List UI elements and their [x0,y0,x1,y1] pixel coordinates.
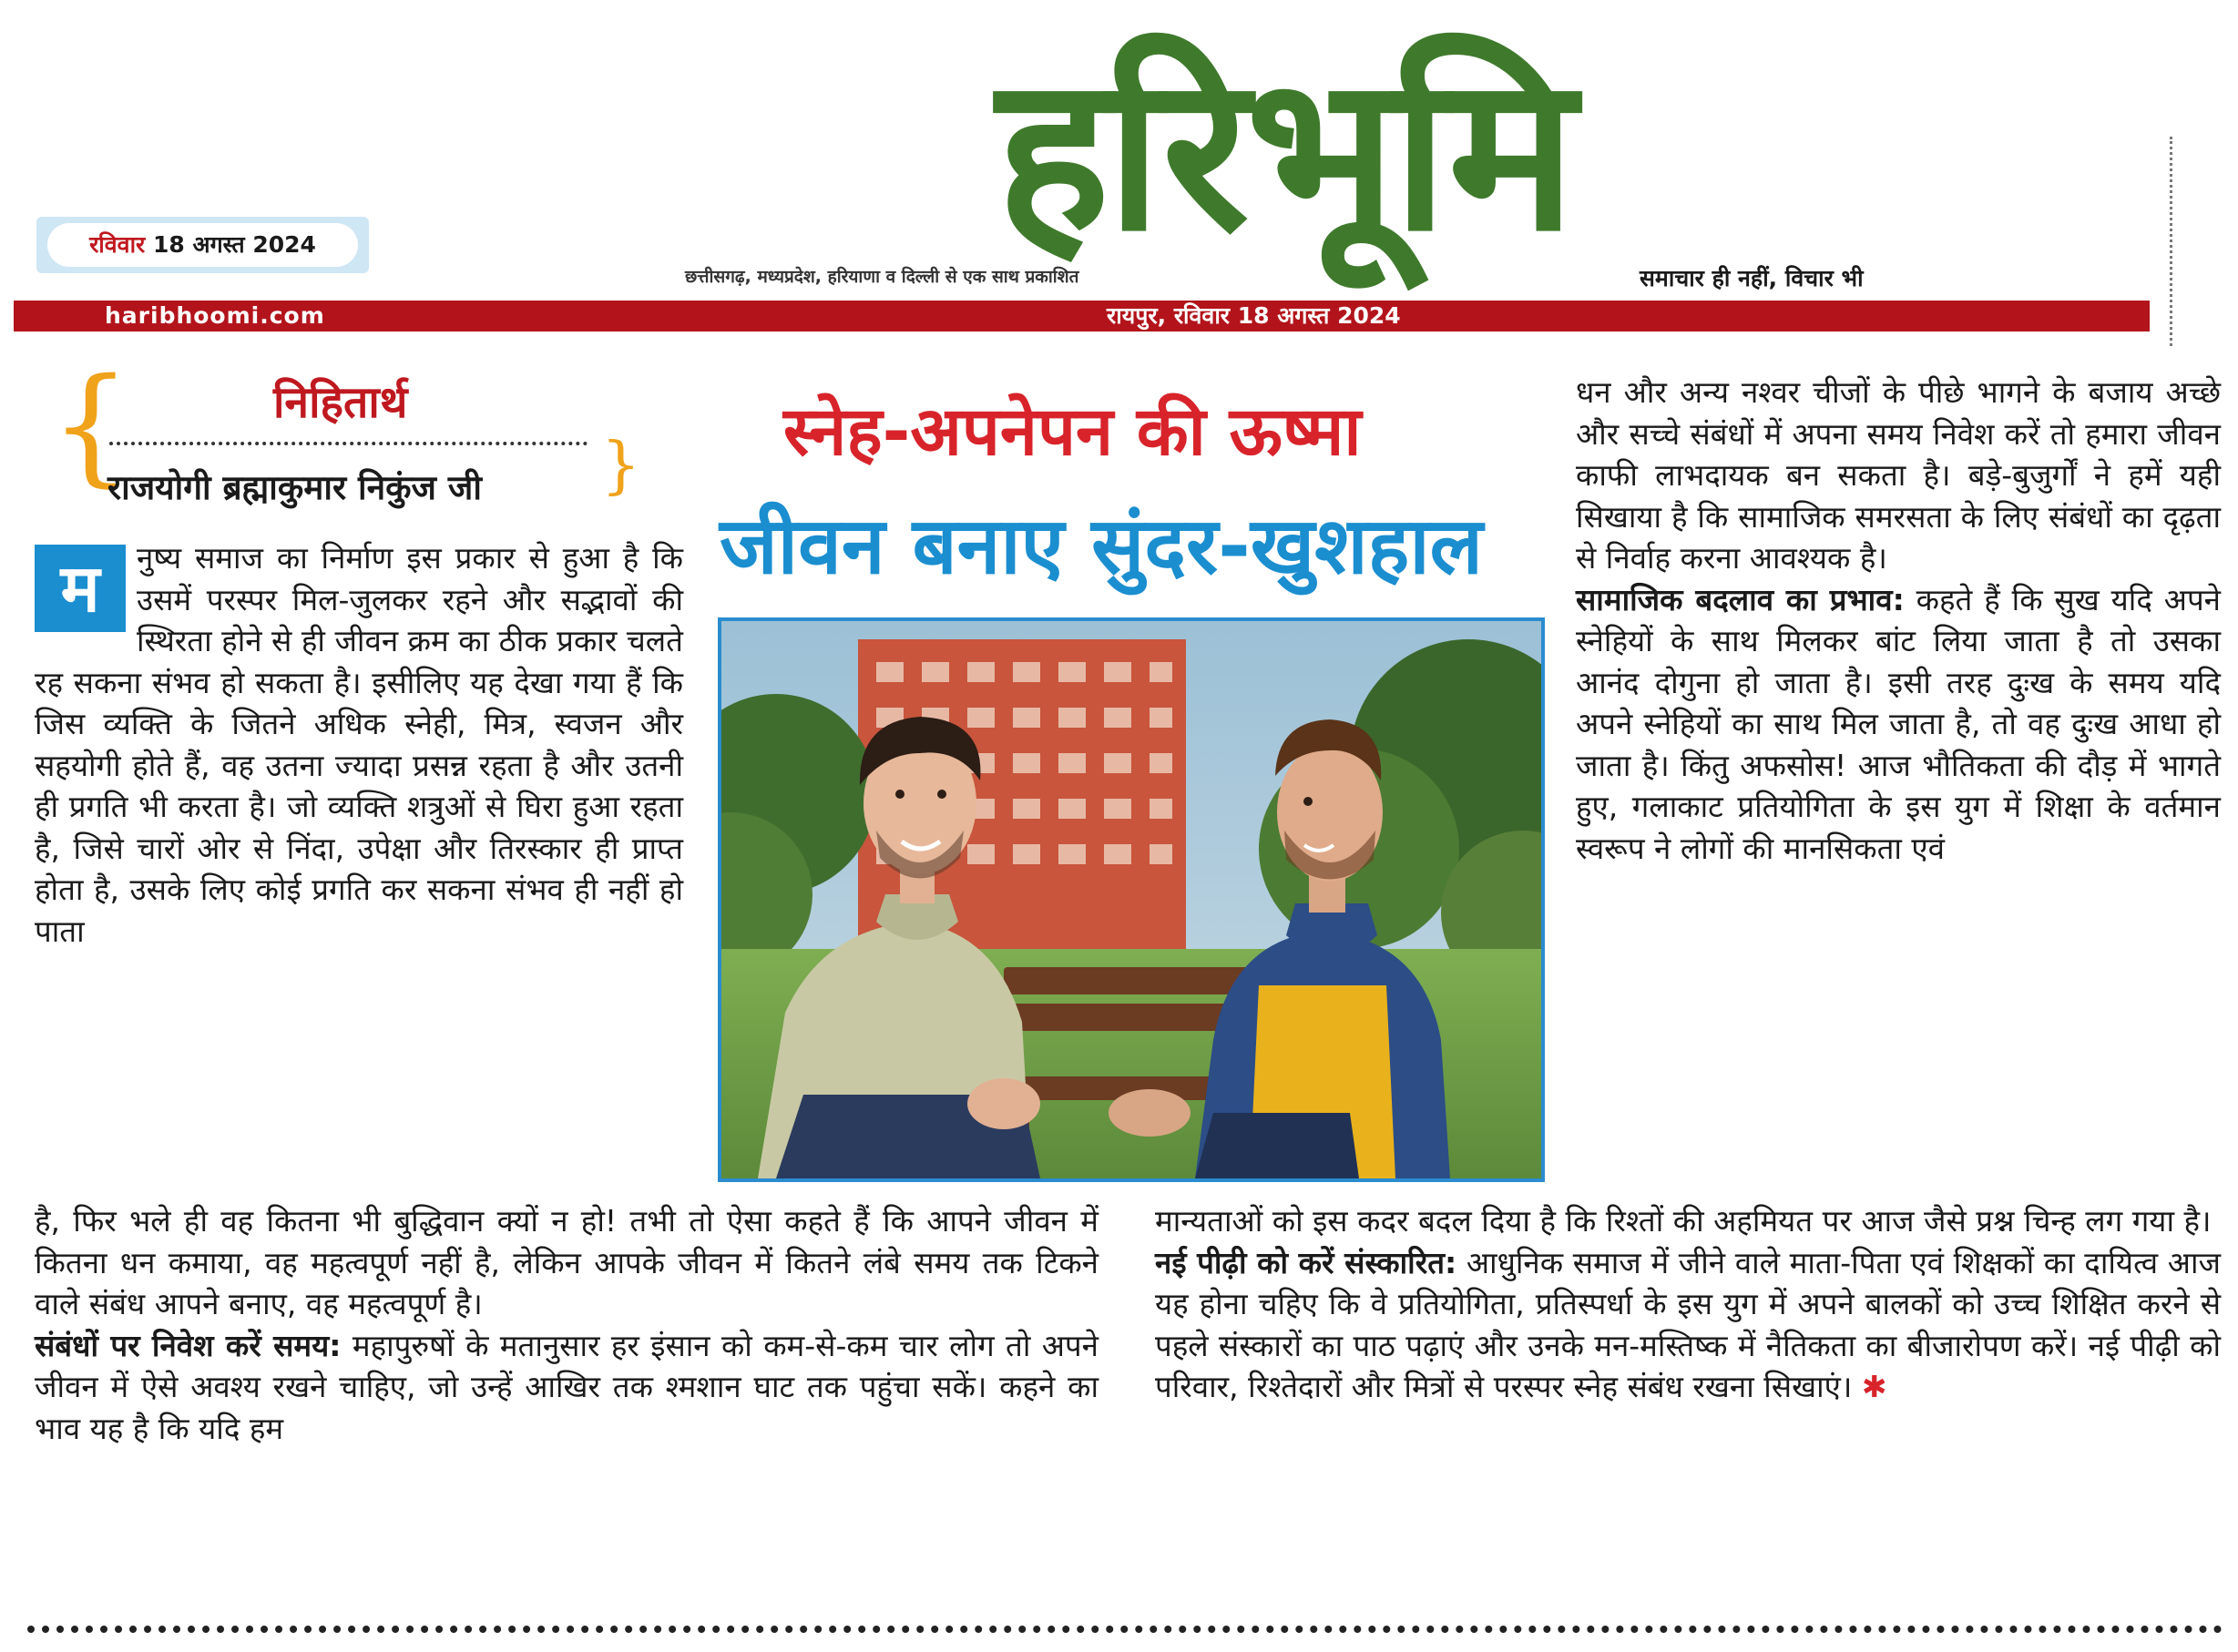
column-kicker: निहितार्थ [273,377,408,428]
article-bottom-left [35,1200,1099,1449]
masthead-red-bar [14,301,2150,331]
end-mark-icon: ✱ [1861,1369,1887,1404]
paragraph-social-change-continued: मान्यताओं को इस कदर बदल दिया है कि रिश्तों की अहमियत पर आज जैसे प्रश्न चिन्ह लग गया है। [1155,1203,2212,1239]
paragraph-invest-time: महापुरुषों के मतानुसार हर इंसान को कम-से-कम चार लोग तो अपने जीवन में ऐसे अवश्य रखने चाहिए, जो उन्हें आखिर तक श्मशान घाट तक पहुंचा सकें। कहने का भाव यह है कि यदि हम [35,1327,1099,1446]
newspaper-logo: हरिभूमि [996,30,1573,279]
bottom-dotted-rule [27,1626,2223,1633]
column-author: राजयोगी ब्रह्माकुमार निकुंज जी [107,468,482,507]
paragraph-intro-continued: है, फिर भले ही वह कितना भी बुद्धिवान क्यों न हो! तभी तो ऐसा कहते हैं कि आपने जीवन में कितना धन कमाया, वह महत्वपूर्ण नहीं है, लेकिन आपके जीवन में कितने लंबे समय तक टिकने वाले संबंध आपने बनाए, वह महत्वपूर्ण है। [35,1203,1099,1321]
dotted-divider [109,442,588,445]
headline-secondary: जीवन बनाए सुंदर-खुशहाल [720,501,1483,592]
article-bottom-right [1155,1200,2221,1408]
date-badge-day: रविवार [89,231,146,258]
right-brace-ornament: } [601,430,641,502]
paragraph-relations-value: धन और अन्य नश्वर चीजों के पीछे भागने के बजाय अच्छे और सच्चे संबंधों में अपना समय निवेश करें तो हमारा जीवन काफी लाभदायक बन सकता है। बड़े-बुजुर्गों ने हमें यही सिखाया है कि सामाजिक समरसता के लिए संबंधों का दृढ़ता से निर्वाह करना आवश्यक है। [1576,374,2221,576]
paragraph-social-change: कहते हैं कि सुख यदि अपने स्नेहियों के साथ मिलकर बांट लिया जाता है तो उसका आनंद दोगुना हो जाता है। इसी तरह दुःख के समय यदि अपने स्नेहियों का साथ मिल जाता है, तो वह दुःख आधा हो जाता है। किंतु अफसोस! आज भौतिकता की दौड़ में भागते हुए, गलाकाट प्रतियोगिता के इस युग में शिक्षा के वर्तमान स्वरूप ने लोगों की मानसिकता एवं [1576,581,2221,866]
date-badge [36,217,369,273]
paragraph-new-generation: आधुनिक समाज में जीने वाले माता-पिता एवं शिक्षकों का दायित्व आज यह होना चहिए कि वे प्रतियोगिता, प्रतिस्पर्धा के इस युग में अपने बालकों को उच्च शिक्षित करने से पहले संस्कारों का पाठ पढ़ाएं और उनके मन-मस्तिष्क में नैतिकता का बीजारोपण करें। नई पीढ़ी को परिवार, रिश्तेदारों और मित्रों से परस्पर स्नेह संबंध रखना सिखाएं। [1155,1244,2221,1404]
headline-primary: स्नेह-अपनेपन की ऊष्मा [783,393,1362,471]
date-badge-date: 18 अगस्त 2024 [152,231,316,258]
divider-line [2170,137,2172,346]
subheading-new-generation: नई पीढ़ी को करें संस्कारित: [1155,1244,1457,1280]
drop-cap: म [35,545,126,632]
left-brace-ornament: { [50,352,132,500]
newspaper-slogan: समाचार ही नहीं, विचार भी [1640,265,1864,291]
paragraph-intro: नुष्य समाज का निर्माण इस प्रकार से हुआ है कि उसमें परस्पर मिल-जुलकर रहने और सद्भावों की स्थिरता होने से ही जीवन क्रम का ठीक प्रकार चलते रह सकना संभव हो सकता है। इसीलिए यह देखा गया हैं कि जिस व्यक्ति के जितने अधिक स्नेही, मित्र, स्वजन और सहयोगी होते हैं, वह उतना ज्यादा प्रसन्न रहता है और उतनी ही प्रगति भी करता है। जो व्यक्ति शत्रुओं से घिरा हुआ रहता है, जिसे चारों ओर से निंदा, उपेक्षा और तिरस्कार ही प्राप्त होता है, उसके लिए कोई प्रगति कर सकना संभव ही नहीं हो पाता [35,540,683,949]
article-column-1 [35,537,683,952]
article-photo [718,617,1545,1182]
subheading-social-change: सामाजिक बदलाव का प्रभाव: [1576,581,1905,617]
subheading-invest-time: संबंधों पर निवेश करें समय: [35,1327,342,1363]
publication-states-line: छत्तीसगढ़, मध्यप्रदेश, हरियाणा व दिल्ली से एक साथ प्रकाशित [685,267,1079,287]
edition-date: रायपुर, रविवार 18 अगस्त 2024 [1107,302,1401,329]
website-link[interactable]: haribhoomi.com [105,302,325,329]
article-column-3 [1576,372,2221,869]
